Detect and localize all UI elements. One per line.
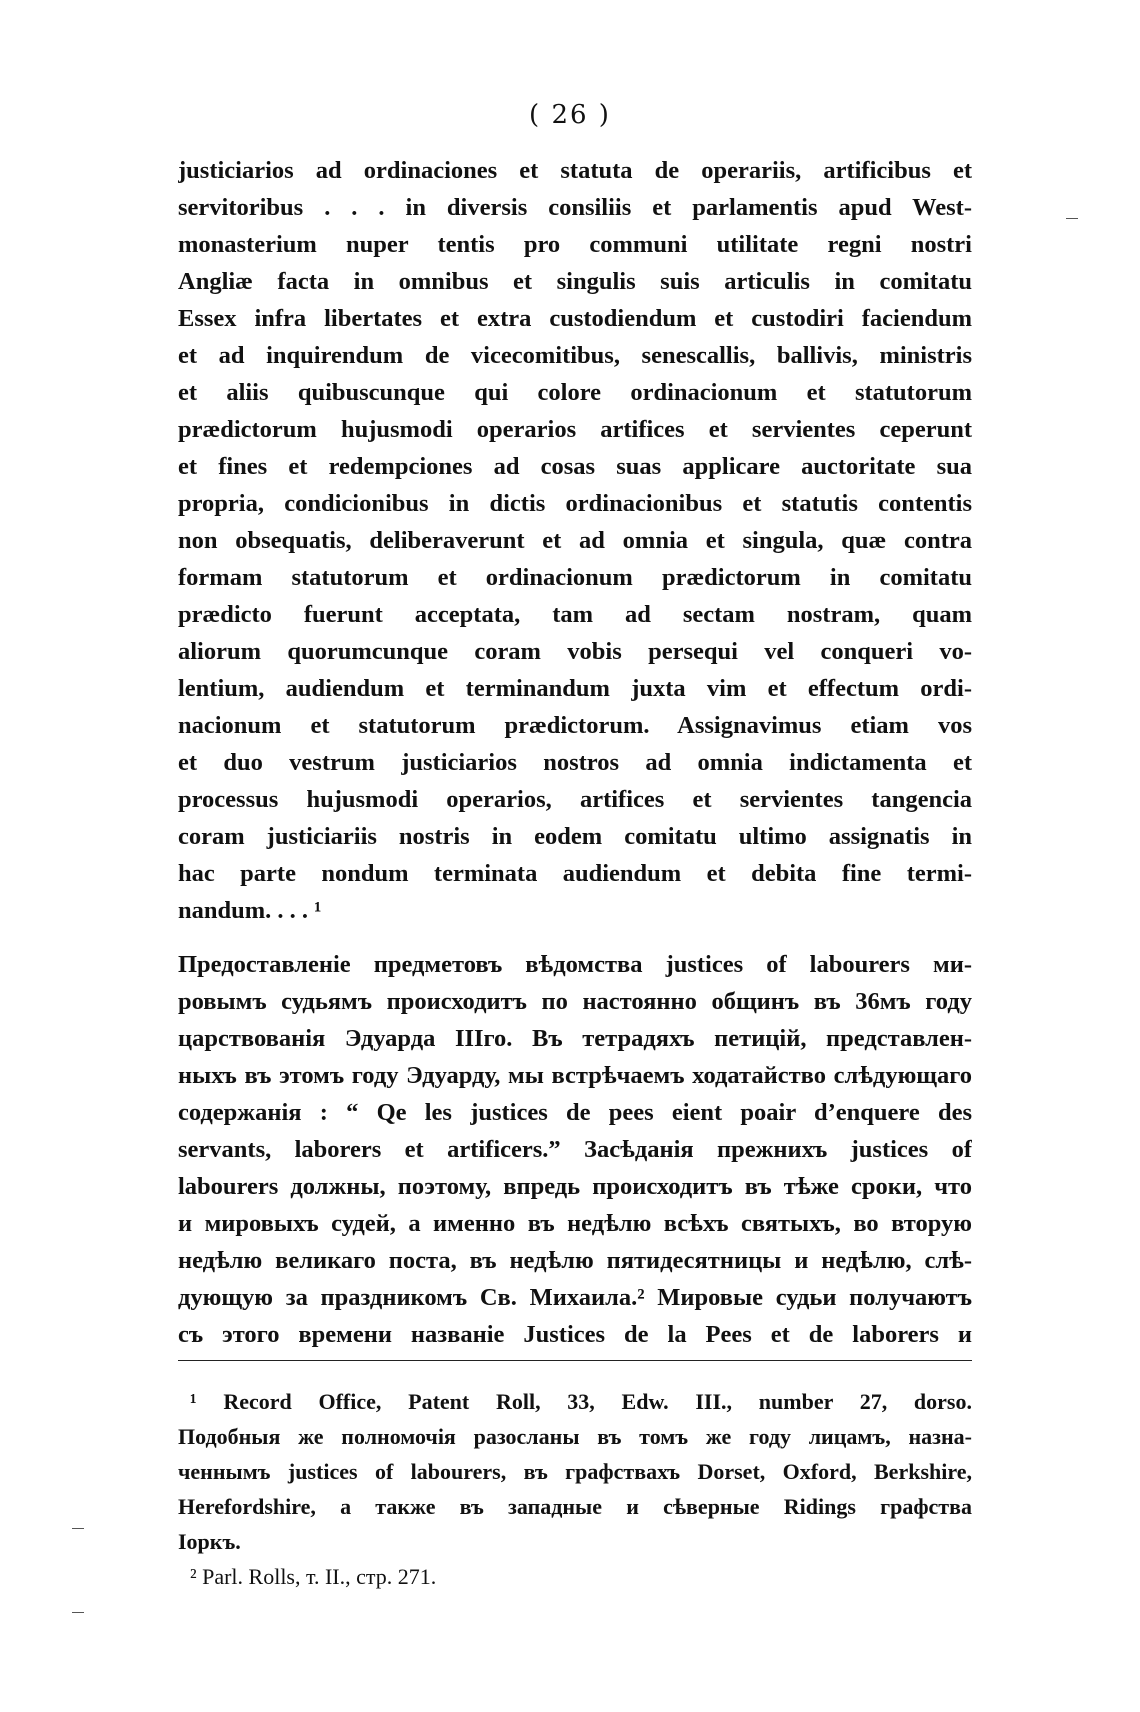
text-line: coram justiciariis nostris in eodem comitatu ultimo assignatis in [178,823,972,850]
text-line: nacionum et statutorum prædictorum. Assignavimus etiam vos [178,712,972,739]
text-line: ныхъ въ этомъ году Эдуарду, мы встрѣчаемъ ходатайство слѣдующаго [178,1062,972,1089]
footnote-1-line: Іоркъ. [178,1529,241,1554]
text-line: labourers должны, поэтому, впредь происходитъ въ тѣже сроки, что [178,1173,972,1200]
text-line: и мировыхъ судей, а именно въ недѣлю всѣхъ святыхъ, во вторую [178,1210,972,1237]
text-line: царствованія Эдуарда IIIго. Въ тетрадяхъ петицій, представлен- [178,1025,972,1052]
footnote-2: ² Parl. Rolls, т. II., стр. 271. [190,1564,437,1589]
page-number: ( 26 ) [529,100,611,130]
footnote-1-line: ченнымъ justices of labourers, въ графствахъ Dorset, Oxford, Berkshire, [178,1459,972,1484]
footnote-1-line: ¹ Record Office, Patent Roll, 33, Edw. III., number 27, dorso. [190,1389,972,1414]
text-line: et duo vestrum justiciarios nostros ad omnia indictamenta et [178,749,972,776]
text-line: et fines et redempciones ad cosas suas applicare auctoritate sua [178,453,972,480]
text-line: propria, condicionibus in dictis ordinacionibus et statutis contentis [178,490,972,517]
latin-quotation [178,152,972,929]
text-line: justiciarios ad ordinaciones et statuta de operariis, artificibus et [178,157,972,184]
footnote-1-line: Подобныя же полномочія разосланы въ томъ же году лицамъ, назна- [178,1424,972,1449]
text-line: недѣлю великаго поста, въ недѣлю пятидесятницы и недѣлю, слѣ- [178,1247,972,1274]
text-line: дующую за праздникомъ Св. Михаила.² Мировые судьи получаютъ [178,1284,972,1311]
text-line: servants, laborers et artificers.” Засѣданія прежнихъ justices of [178,1136,972,1163]
text-line: non obsequatis, deliberaverunt et ad omnia et singula, quæ contra [178,527,972,554]
text-line: formam statutorum et ordinacionum prædictorum in comitatu [178,564,972,591]
text-line: lentium, audiendum et terminandum juxta vim et effectum ordi- [178,675,972,702]
margin-mark [72,1612,84,1613]
text-line: содержанія : “ Qe les justices de pees eient poair d’enquere des [178,1099,972,1126]
footnote-1-line: Herefordshire, а также въ западные и сѣверные Ridings графства [178,1494,972,1519]
russian-paragraph [178,946,972,1353]
text-line: aliorum quorumcunque coram vobis persequi vel conqueri vo- [178,638,972,665]
text-line: processus hujusmodi operarios, artifices et servientes tangencia [178,786,972,813]
text-line: et aliis quibuscunque qui colore ordinacionum et statutorum [178,379,972,406]
text-line: Angliæ facta in omnibus et singulis suis articulis in comitatu [178,268,972,295]
footnotes [178,1384,972,1594]
text-line: nandum. . . . ¹ [178,897,322,924]
text-line: hac parte nondum terminata audiendum et debita fine termi- [178,860,972,887]
margin-mark [1066,218,1078,219]
text-line: Предоставленіе предметовъ вѣдомства justices of labourers ми- [178,951,972,978]
text-line: prædicto fuerunt acceptata, tam ad sectam nostram, quam [178,601,972,628]
text-line: servitoribus . . . in diversis consiliis et parlamentis apud West- [178,194,972,221]
footnote-divider [178,1360,972,1361]
text-line: prædictorum hujusmodi operarios artifices et servientes ceperunt [178,416,972,443]
text-line: monasterium nuper tentis pro communi utilitate regni nostri [178,231,972,258]
text-line: съ этого времени названіе Justices de la Pees et de laborers и [178,1321,972,1348]
text-line: ровымъ судьямъ происходитъ по настоянно общинъ въ 36мъ году [178,988,972,1015]
text-line: et ad inquirendum de vicecomitibus, senescallis, ballivis, ministris [178,342,972,369]
margin-mark [72,1528,84,1529]
text-line: Essex infra libertates et extra custodiendum et custodiri faciendum [178,305,972,332]
